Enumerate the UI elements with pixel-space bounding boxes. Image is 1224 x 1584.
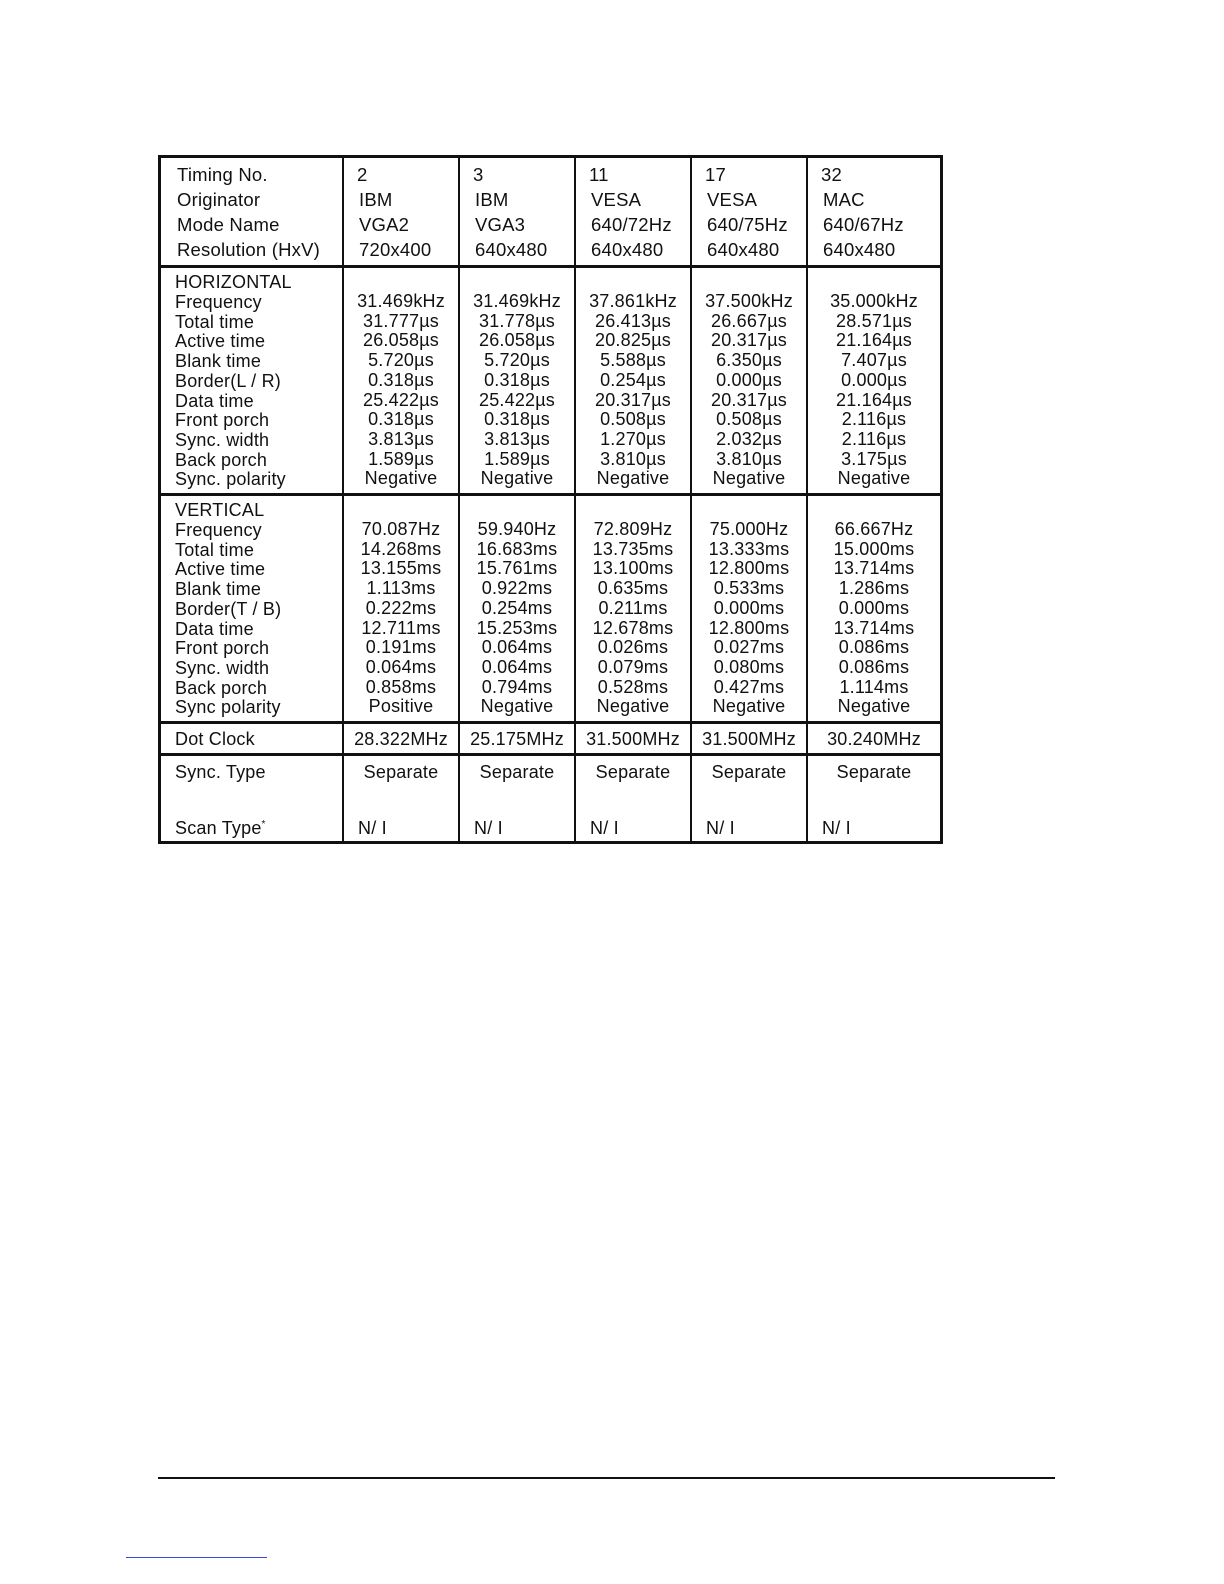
value-cell: 0.794ms: [481, 676, 553, 697]
value-cell: 0.635ms: [597, 578, 669, 599]
value-cell: 2.116µs: [841, 428, 907, 449]
vertical-labels: [161, 496, 344, 721]
value-cell: 0.427ms: [713, 676, 785, 697]
value-cell: 31.469kHz: [473, 291, 561, 311]
mode-name: 640/75Hz: [707, 214, 788, 235]
header-band: [161, 158, 940, 268]
value-cell: 5.588µs: [600, 350, 666, 371]
value-cell: 1.286ms: [838, 578, 910, 599]
sync-type-label: Sync. Type: [175, 762, 266, 783]
value-cell: 7.407µs: [841, 350, 907, 371]
sync-scan-col: [460, 756, 576, 841]
mode-name-label: Mode Name: [177, 214, 280, 235]
value-cell: 3.813µs: [484, 428, 550, 449]
value-cell: 13.714ms: [833, 558, 915, 579]
value-cell: 0.000ms: [838, 597, 910, 618]
dot-clock-col: [344, 724, 460, 753]
dot-clock-value: 31.500MHz: [702, 729, 796, 750]
value-cell: 1.114ms: [839, 676, 909, 697]
param-label: Border(T / B): [175, 598, 282, 619]
value-cell: 13.100ms: [592, 558, 674, 579]
param-label: Frequency: [175, 292, 262, 312]
sync-scan-col: [692, 756, 808, 841]
value-cell: 13.155ms: [360, 558, 442, 579]
param-label: Active time: [175, 331, 266, 352]
value-cell: 12.800ms: [708, 558, 790, 579]
bottom-link-underline[interactable]: [126, 1557, 267, 1558]
horizontal-values-col: [692, 268, 808, 493]
value-cell: Negative: [837, 468, 911, 489]
sync-scan-col: [576, 756, 692, 841]
dot-clock-value: 31.500MHz: [586, 729, 680, 750]
value-cell: 13.735ms: [592, 538, 674, 559]
dot-clock-col: [808, 724, 940, 753]
value-cell: 35.000kHz: [830, 291, 918, 311]
value-cell: 0.222ms: [365, 597, 437, 618]
mode-column: [576, 158, 692, 265]
value-cell: Negative: [480, 696, 554, 717]
value-cell: 2.116µs: [841, 409, 907, 430]
value-cell: 26.413µs: [594, 310, 672, 331]
value-cell: Negative: [596, 696, 670, 717]
value-cell: 28.571µs: [835, 310, 913, 331]
value-cell: 0.079ms: [597, 656, 669, 677]
sync-type-value: Separate: [479, 762, 555, 783]
originator: VESA: [707, 189, 758, 210]
value-cell: 0.254ms: [481, 597, 553, 618]
value-cell: 15.000ms: [833, 538, 915, 559]
value-cell: 25.422µs: [478, 389, 556, 410]
mode-name: VGA2: [359, 214, 410, 235]
param-label: Data time: [175, 390, 254, 411]
value-cell: Negative: [712, 468, 786, 489]
value-cell: 0.064ms: [481, 637, 553, 658]
value-cell: 66.667Hz: [834, 519, 914, 540]
value-cell: 0.086ms: [838, 637, 910, 658]
resolution: 720x400: [359, 239, 432, 260]
value-cell: 3.810µs: [600, 448, 666, 469]
value-cell: 2.032µs: [716, 428, 782, 449]
value-cell: 72.809Hz: [593, 519, 673, 540]
dot-clock-band: [161, 724, 940, 756]
horizontal-labels: [161, 268, 344, 493]
mode-column: [808, 158, 940, 265]
horizontal-values-col: [460, 268, 576, 493]
param-label: Frequency: [175, 520, 262, 541]
value-cell: 37.861kHz: [589, 291, 677, 311]
value-cell: 26.667µs: [710, 310, 788, 331]
value-cell: 21.164µs: [835, 330, 913, 351]
value-cell: 31.778µs: [478, 310, 556, 331]
value-cell: 0.064ms: [481, 656, 553, 677]
vertical-values-col: [344, 496, 460, 721]
horizontal-values-col: [576, 268, 692, 493]
value-cell: 1.270µs: [600, 428, 666, 449]
originator: MAC: [823, 189, 865, 210]
resolution: 640x480: [475, 239, 548, 260]
sync-type-value: Separate: [595, 762, 671, 783]
value-cell: 31.777µs: [362, 310, 440, 331]
value-cell: 20.825µs: [594, 330, 672, 351]
section-title: VERTICAL: [175, 500, 265, 521]
value-cell: 0.318µs: [368, 409, 434, 430]
vertical-band: [161, 496, 940, 724]
resolution-label: Resolution (HxV): [177, 239, 321, 260]
timing-table: [158, 155, 943, 844]
value-cell: 12.800ms: [708, 617, 790, 638]
param-label: Sync. width: [175, 429, 270, 450]
horizontal-values-col: [344, 268, 460, 493]
vertical-values-col: [692, 496, 808, 721]
value-cell: 14.268ms: [360, 538, 442, 559]
scan-type-label: Scan Type: [175, 818, 262, 839]
value-cell: 75.000Hz: [709, 519, 789, 540]
mode-column: [344, 158, 460, 265]
scan-type-value: N/ I: [474, 818, 503, 839]
dot-clock-col: [576, 724, 692, 753]
header-labels: [161, 158, 344, 265]
value-cell: 5.720µs: [484, 350, 550, 371]
value-cell: 15.761ms: [476, 558, 558, 579]
mode-name: 640/67Hz: [823, 214, 904, 235]
value-cell: 0.064ms: [365, 656, 437, 677]
originator: IBM: [475, 189, 509, 210]
value-cell: Negative: [596, 468, 670, 489]
value-cell: Negative: [480, 468, 554, 489]
param-label: Sync. polarity: [175, 469, 286, 490]
scan-type-value: N/ I: [590, 818, 619, 839]
param-label: Border(L / R): [175, 370, 281, 391]
mode-name: 640/72Hz: [591, 214, 672, 235]
value-cell: 26.058µs: [478, 330, 556, 351]
value-cell: 0.027ms: [713, 637, 785, 658]
value-cell: 12.678ms: [592, 617, 674, 638]
value-cell: 59.940Hz: [477, 519, 557, 540]
mode-name: VGA3: [475, 214, 526, 235]
value-cell: 3.810µs: [716, 448, 782, 469]
value-cell: 1.589µs: [484, 448, 550, 469]
value-cell: 20.317µs: [710, 389, 788, 410]
value-cell: 37.500kHz: [705, 291, 793, 311]
value-cell: 0.318µs: [484, 409, 550, 430]
value-cell: 0.000ms: [713, 597, 785, 618]
param-label: Total time: [175, 539, 255, 560]
dot-clock-col: [692, 724, 808, 753]
timing-no-label: Timing No.: [177, 164, 268, 185]
resolution: 640x480: [591, 239, 664, 260]
sync-scan-band: [161, 756, 940, 841]
value-cell: 31.469kHz: [357, 291, 445, 311]
param-label: Back porch: [175, 677, 268, 698]
value-cell: 0.528ms: [597, 676, 669, 697]
sync-type-value: Separate: [711, 762, 787, 783]
value-cell: 0.533ms: [713, 578, 785, 599]
value-cell: 0.026ms: [597, 637, 669, 658]
timing-no: 17: [705, 164, 726, 185]
value-cell: 70.087Hz: [361, 519, 441, 540]
originator: VESA: [591, 189, 642, 210]
dot-clock-label: Dot Clock: [175, 729, 255, 750]
value-cell: 0.086ms: [838, 656, 910, 677]
mode-column: [692, 158, 808, 265]
value-cell: 26.058µs: [362, 330, 440, 351]
param-label: Data time: [175, 618, 254, 639]
vertical-values-col: [808, 496, 940, 721]
sync-type-value: Separate: [363, 762, 439, 783]
value-cell: 0.000µs: [841, 369, 907, 390]
vertical-values-col: [460, 496, 576, 721]
value-cell: 20.317µs: [594, 389, 672, 410]
param-label: Front porch: [175, 410, 270, 431]
scan-type-label-wrap: [175, 815, 266, 839]
footer-rule: [158, 1477, 1055, 1479]
value-cell: Negative: [712, 696, 786, 717]
footnote-mark: *: [261, 819, 266, 831]
originator-label: Originator: [177, 189, 261, 210]
timing-no: 2: [357, 164, 368, 185]
horizontal-values-col: [808, 268, 940, 493]
value-cell: 13.333ms: [708, 538, 790, 559]
vertical-values-col: [576, 496, 692, 721]
value-cell: 21.164µs: [835, 389, 913, 410]
value-cell: 0.000µs: [716, 369, 782, 390]
value-cell: Positive: [368, 696, 434, 717]
value-cell: 0.922ms: [481, 578, 553, 599]
timing-no: 32: [821, 164, 842, 185]
dot-clock-col: [460, 724, 576, 753]
sync-scan-label-col: [161, 756, 344, 841]
param-label: Front porch: [175, 638, 270, 659]
value-cell: 0.211ms: [598, 597, 668, 618]
value-cell: 0.318µs: [368, 369, 434, 390]
param-label: Blank time: [175, 579, 262, 600]
value-cell: Negative: [837, 696, 911, 717]
dot-clock-label-col: [161, 724, 344, 753]
value-cell: 0.318µs: [484, 369, 550, 390]
value-cell: 16.683ms: [476, 538, 558, 559]
horizontal-band: [161, 268, 940, 496]
param-label: Total time: [175, 311, 255, 332]
value-cell: 0.254µs: [600, 369, 666, 390]
dot-clock-value: 25.175MHz: [470, 729, 564, 750]
originator: IBM: [359, 189, 393, 210]
scan-type-value: N/ I: [822, 818, 851, 839]
value-cell: 5.720µs: [368, 350, 434, 371]
param-label: Blank time: [175, 351, 262, 372]
resolution: 640x480: [823, 239, 896, 260]
timing-no: 3: [473, 164, 484, 185]
timing-no: 11: [589, 164, 609, 185]
scan-type-value: N/ I: [358, 818, 387, 839]
value-cell: 25.422µs: [362, 389, 440, 410]
dot-clock-value: 28.322MHz: [354, 729, 448, 750]
section-title: HORIZONTAL: [175, 272, 292, 292]
value-cell: 12.711ms: [361, 617, 441, 638]
mode-column: [460, 158, 576, 265]
value-cell: 20.317µs: [710, 330, 788, 351]
sync-scan-col: [808, 756, 940, 841]
sync-scan-col: [344, 756, 460, 841]
value-cell: 0.508µs: [716, 409, 782, 430]
sync-type-value: Separate: [836, 762, 912, 783]
param-label: Sync polarity: [175, 697, 281, 718]
resolution: 640x480: [707, 239, 780, 260]
value-cell: Negative: [364, 468, 438, 489]
param-label: Back porch: [175, 449, 268, 470]
scan-type-value: N/ I: [706, 818, 735, 839]
value-cell: 1.589µs: [368, 448, 434, 469]
dot-clock-value: 30.240MHz: [827, 729, 921, 750]
value-cell: 0.508µs: [600, 409, 666, 430]
value-cell: 0.080ms: [713, 656, 785, 677]
value-cell: 15.253ms: [476, 617, 558, 638]
value-cell: 6.350µs: [716, 350, 782, 371]
value-cell: 13.714ms: [833, 617, 915, 638]
param-label: Sync. width: [175, 657, 270, 678]
param-label: Active time: [175, 559, 266, 580]
value-cell: 0.858ms: [365, 676, 437, 697]
value-cell: 3.813µs: [368, 428, 434, 449]
value-cell: 3.175µs: [841, 448, 907, 469]
value-cell: 0.191ms: [365, 637, 437, 658]
value-cell: 1.113ms: [366, 578, 436, 599]
